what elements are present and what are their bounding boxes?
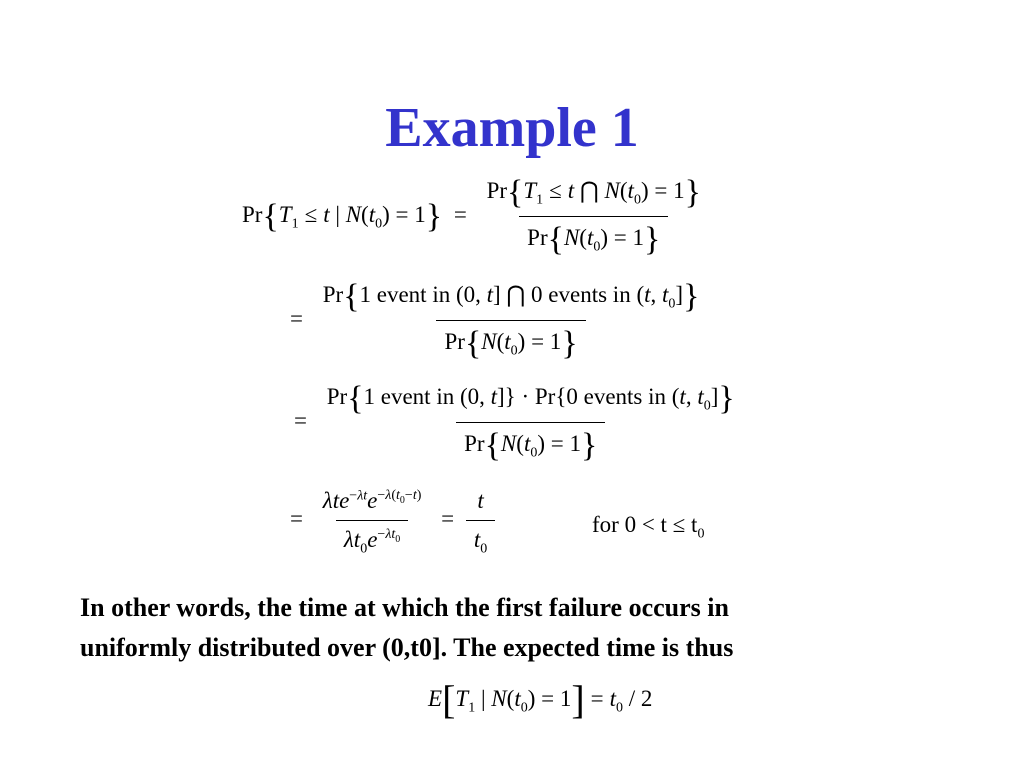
equation-line-4: = $\frac{\lambda te^{-\lambda t}e^{-\lambda(t_0-t)}}{\lambda t_0e^{-\lambda t_0}}$ = $\frac{t}{t_0}$ [284, 488, 495, 553]
explanation-text [80, 588, 980, 668]
expected-value-equation: $E[T_1$ | $N(t_0) = 1] = t_0 / 2$ [428, 677, 653, 722]
condition-text: for $0 < t \le t_0$ [592, 512, 705, 542]
explanation-line-2: uniformly distributed over (0,t0]. The expected time is thus [80, 633, 734, 662]
explanation-line-1: In other words, the time at which the first failure occurs in [80, 593, 729, 622]
equation-line-3: = $\frac{Pr\{1 event in (0, t]\} \cdot Pr\{0 events in (t, t_0]\}}{Pr\{N(t_0) = 1\}}$ [294, 380, 735, 464]
slide-title: Example 1 [385, 97, 639, 159]
equation-line-2: = $\frac{Pr\{1 event in (0, t] ⋂ 0 events in (t, t_0]\}}{Pr\{N(t_0) = 1\}}$ [290, 278, 700, 362]
equation-line-1: $Pr\{T_1 \le t$ | $N(t_0) = 1$} = $\frac{Pr\{T_1 \le t ⋂ N(t_0) = 1\}}{Pr\{N(t_0) = 1\}}$ [242, 174, 701, 258]
